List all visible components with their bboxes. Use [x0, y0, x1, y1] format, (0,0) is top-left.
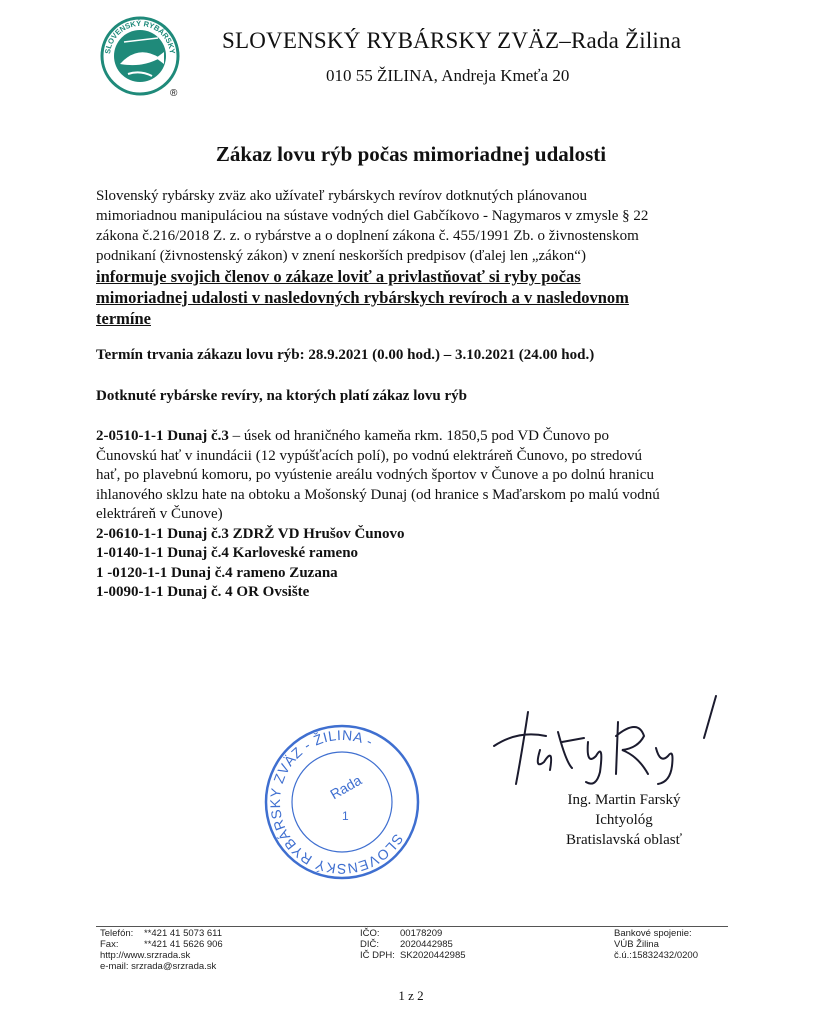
revir-item: 1-0140-1-1 Dunaj č.4 Karloveské rameno: [96, 545, 359, 561]
notice-statement: [96, 266, 736, 329]
stamp-center-number: 1: [342, 809, 349, 823]
footer-dic: [360, 939, 466, 950]
footer-value: **421 41 5626 906: [144, 939, 223, 950]
footer-ids: [360, 928, 466, 961]
footer-email[interactable]: e-mail: srzrada@srzrada.sk: [100, 961, 217, 972]
footer-phone: [100, 928, 223, 939]
page-number: 1 z 2: [398, 988, 424, 1003]
footer-label: Fax:: [100, 939, 119, 950]
stamp-center-word: Rada: [327, 771, 365, 803]
footer-fax: [100, 939, 223, 950]
footer-value: SK2020442985: [400, 950, 466, 961]
revir-description: – úsek od hraničného kameňa rkm. 1850,5 pod VD Čunovo po: [228, 428, 609, 444]
official-stamp: [258, 718, 426, 886]
intro-line: Slovenský rybársky zväz ako užívateľ rybárskych revírov dotknutých plánovanou: [96, 188, 587, 204]
svg-text:SLOVENSKÝ RYBÁRSKY ZVÄZ - ŽILI: [258, 718, 426, 886]
stamp-ring-text: SLOVENSKÝ RYBÁRSKY ZVÄZ - ŽILINA -: [266, 726, 407, 878]
handwritten-signature: [488, 692, 728, 792]
stamp-seal-icon: [258, 718, 426, 886]
footer-label: Telefón:: [100, 928, 134, 939]
registered-mark: ®: [170, 88, 178, 98]
ban-term: [96, 347, 594, 364]
footer-bank-account: č.ú.:15832432/0200: [614, 950, 698, 961]
intro-line: mimoriadnou manipuláciou na sústave vodných diel Gabčíkovo - Nagymaros v zmysle § 22: [96, 208, 649, 224]
footer-website[interactable]: http://www.srzrada.sk: [100, 950, 191, 961]
notice-line: informuje svojich členov o zákaze loviť a privlastňovať si ryby počas: [96, 267, 581, 286]
revir-description-line: hať, po plavebnú komoru, po vyústenie areálu vodných športov v Čunove a po dolnú hranicu: [96, 467, 654, 483]
revir-list: [96, 427, 736, 603]
revir-item: 1 -0120-1-1 Dunaj č.4 rameno Zuzana: [96, 564, 338, 581]
fish-logo-icon: [98, 14, 182, 98]
intro-paragraph: [96, 186, 736, 266]
footer-label: IČ DPH:: [360, 950, 395, 961]
footer-divider: [96, 926, 728, 927]
affected-revirs-heading: Dotknuté rybárske revíry, na ktorých platí zákaz lovu rýb: [96, 388, 467, 404]
footer-ic-dph: [360, 950, 466, 961]
signer-block: [524, 790, 724, 850]
footer-label: DIČ:: [360, 939, 379, 950]
signer-role: Ichtyológ: [595, 812, 653, 828]
notice-line: mimoriadnej udalosti v nasledovných rybárskych revíroch a v nasledovnom: [96, 288, 629, 307]
footer-bank-label: Bankové spojenie:: [614, 928, 692, 939]
revir-description-line: Čunovskú hať v inundácii (12 vypúšťacích polí), po vodnú elektráreň Čunovo, po stredovú: [96, 447, 643, 464]
revir-main-item: [96, 427, 736, 525]
organization-address: 010 55 ŽILINA, Andreja Kmeťa 20: [326, 66, 570, 85]
revir-item: 2-0610-1-1 Dunaj č.3 ZDRŽ VD Hrušov Čunovo: [96, 525, 405, 542]
signature-icon: [488, 692, 728, 792]
revir-description-line: ihlanového sklzu hate na obtoku a Mošonský Dunaj (od hranice s Maďarskom po malú vodnú: [96, 486, 660, 503]
notice-line: termíne: [96, 309, 151, 328]
signer-region: Bratislavská oblasť: [566, 832, 682, 848]
revir-main-first-line: [96, 427, 736, 447]
logo-text: SLOVENSKÝ RYBÁRSKY: [103, 18, 177, 55]
ban-term-value: 28.9.2021 (0.00 hod.) – 3.10.2021 (24.00 hod.): [308, 347, 595, 363]
footer-ico: [360, 928, 466, 939]
organization-name: SLOVENSKÝ RYBÁRSKY ZVÄZ–Rada Žilina: [222, 28, 682, 53]
document-title: Zákaz lovu rýb počas mimoriadnej udalosti: [215, 142, 607, 166]
revir-code: 2-0510-1-1 Dunaj č.3: [96, 428, 229, 444]
intro-line: zákona č.216/2018 Z. z. o rybárstve a o doplnení zákona č. 455/1991 Zb. o živnostenskom: [96, 228, 639, 244]
footer-bank: [614, 928, 698, 961]
footer-value: **421 41 5073 611: [144, 928, 223, 939]
intro-line: podnikaní (živnostenský zákon) v znení neskorších predpisov (ďalej len „zákon“): [96, 248, 586, 264]
footer-contact: [100, 928, 223, 972]
footer-value: 2020442985: [400, 939, 453, 950]
revir-description-line: elektráreň v Čunove): [96, 506, 223, 522]
footer-value: 00178209: [400, 928, 443, 939]
revir-item: 1-0090-1-1 Dunaj č. 4 OR Ovsište: [96, 584, 310, 600]
footer-bank-name: VÚB Žilina: [614, 939, 659, 950]
footer-label: IČO:: [360, 928, 380, 939]
ban-term-label: Termín trvania zákazu lovu rýb:: [96, 347, 305, 363]
signer-name: Ing. Martin Farský: [567, 792, 681, 808]
organization-logo: [98, 14, 182, 98]
